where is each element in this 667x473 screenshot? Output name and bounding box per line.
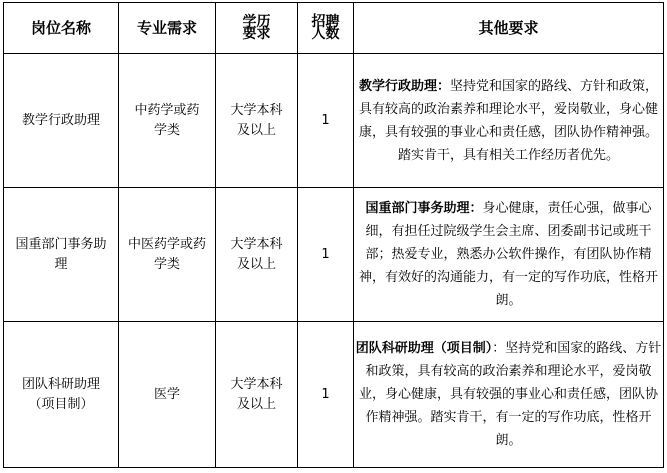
cell-position-text: 团队科研助理（项目制） xyxy=(21,376,100,412)
cell-major xyxy=(119,188,216,322)
cell-other xyxy=(354,54,664,188)
cell-other xyxy=(354,322,664,468)
cell-major-text: 中药学或药学类 xyxy=(134,102,200,138)
table-row xyxy=(4,322,664,468)
header-education xyxy=(216,3,298,54)
cell-education-text: 大学本科及以上 xyxy=(230,376,283,412)
cell-major-text: 中医药学或药学类 xyxy=(128,236,207,272)
cell-count: 1 xyxy=(298,322,354,468)
cell-education-text: 大学本科及以上 xyxy=(230,102,283,138)
recruitment-table xyxy=(3,2,664,468)
cell-education xyxy=(216,54,298,188)
cell-count: 1 xyxy=(298,188,354,322)
cell-other-text: 身心健康，责任心强，做事心细，有担任过院级学生会主席、团委副书记或班干部；热爱专业，熟悉办公软件操作，有团队协作精神，有效好的沟通能力，有一定的写作功底，性格开朗。 xyxy=(358,201,658,308)
cell-other-lead: 团队科研助理（项目制） xyxy=(355,341,493,356)
cell-other-text: ：坚持党和国家的路线、方针和政策，具有较高的政治素养和理论水平，爱岗敬业，身心健康，具有较强的事业心和责任感，团队协作精神强。踏实肯干，有一定的写作功底，性格开朗。 xyxy=(358,341,662,448)
cell-count: 1 xyxy=(298,54,354,188)
cell-position: 教学行政助理 xyxy=(4,54,119,188)
cell-education xyxy=(216,322,298,468)
table-row xyxy=(4,54,664,188)
cell-other-text: 坚持党和国家的路线、方针和政策，具有较高的政治素养和理论水平，爱岗敬业，身心健康，具有较强的事业心和责任感，团队协作精神强。踏实肯干，具有相关工作经历者优先。 xyxy=(358,78,659,163)
cell-position xyxy=(4,188,119,322)
cell-other xyxy=(354,188,664,322)
header-position: 岗位名称 xyxy=(4,3,119,54)
header-count xyxy=(298,3,354,54)
cell-major xyxy=(119,54,216,188)
table-row xyxy=(4,188,664,322)
cell-education xyxy=(216,188,298,322)
header-major: 专业需求 xyxy=(119,3,216,54)
cell-position xyxy=(4,322,119,468)
cell-education-text: 大学本科及以上 xyxy=(230,236,283,272)
header-row xyxy=(4,3,664,54)
header-education-text: 学历要求 xyxy=(242,14,271,42)
header-count-text: 招聘人数 xyxy=(311,14,340,42)
cell-position-text: 国重部门事务助理 xyxy=(15,236,107,272)
cell-other-lead: 国重部门事务助理： xyxy=(365,201,483,216)
cell-major: 医学 xyxy=(119,322,216,468)
header-other: 其他要求 xyxy=(354,3,664,54)
cell-other-lead: 教学行政助理： xyxy=(358,78,450,94)
